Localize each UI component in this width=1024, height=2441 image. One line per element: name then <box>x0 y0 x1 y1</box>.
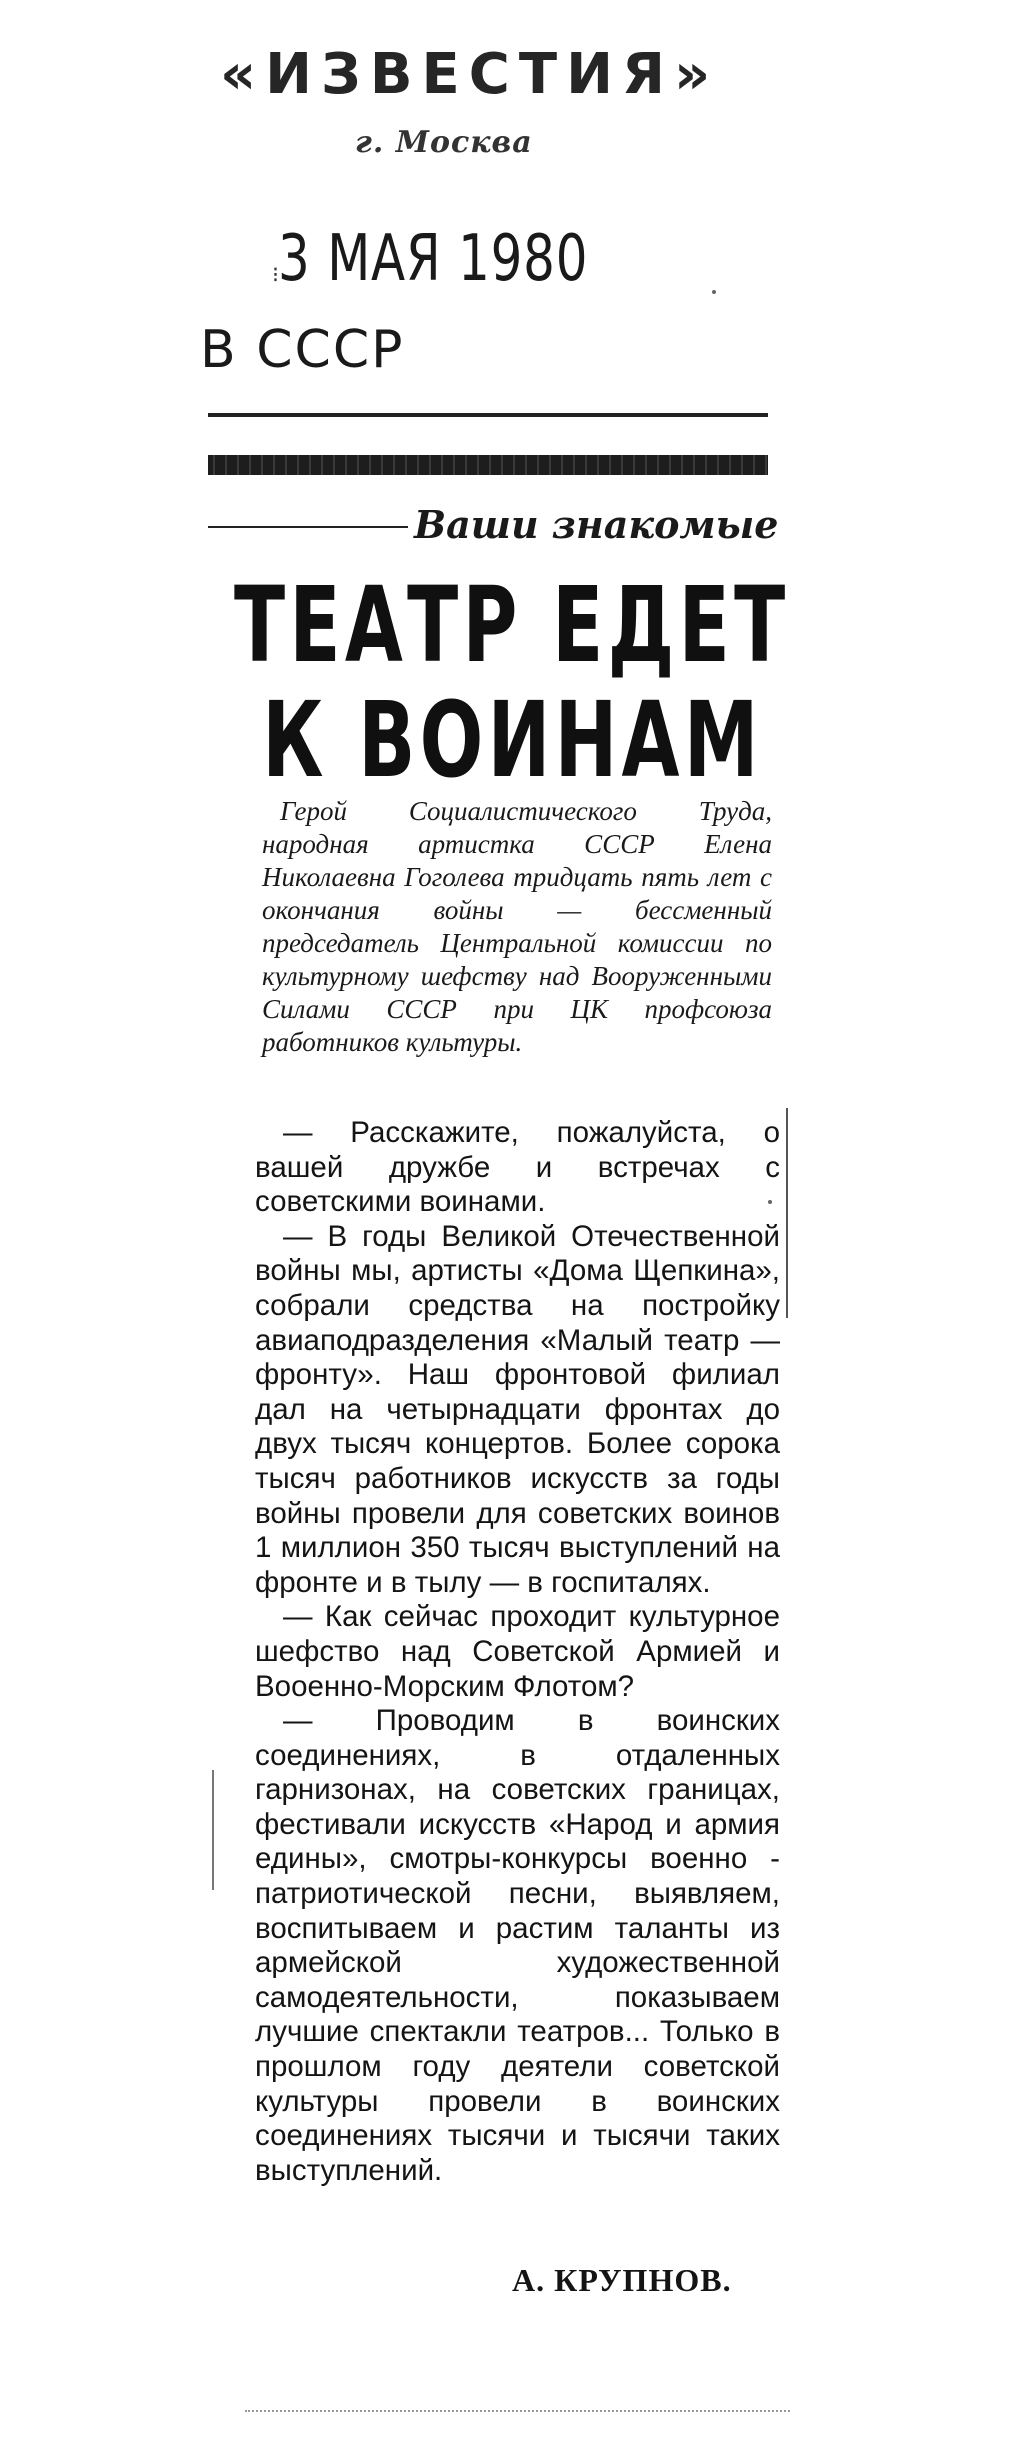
thick-divider <box>208 455 768 475</box>
headline-line-2-text: К ВОИНАМ <box>261 679 763 801</box>
author-signature: А. КРУПНОВ. <box>512 2262 732 2298</box>
article-body <box>255 1116 780 2188</box>
date-stamp: 3 МАЯ 1980 <box>278 222 589 296</box>
paragraph-question-2: — Как сейчас проходит культурное шефство над Советской Армией и Вооенно-Морским Флотом? <box>255 1600 780 1703</box>
article-kicker: Ваши знакомые <box>414 502 779 547</box>
date-stamp-mark: ⁝ <box>272 262 279 287</box>
kicker-rule <box>208 526 408 528</box>
paragraph-answer-2: — Проводим в воинских соединениях, в отдаленных гарнизонах, на советских границах, фестивали искусств «Народ и армия едины», смотры-конкурсы военно - патриотической песни, выявляем, воспитываем и растим таланты из армейской художественной самодеятельности, показываем лучшие спектакли театров... Только в прошлом году деятели советской культуры провели в воинских соединениях тысячи и тысячи таких выступлений. <box>255 1704 780 2187</box>
article-lead: Герой Социалистического Труда, народная артистка СССР Елена Николаевна Гоголева тридцать пять лет с окончания войны — бессменный председатель Центральной комиссии по культурному шефству над Вооруженными Силами СССР при ЦК профсоюза работников культуры. <box>262 796 772 1057</box>
paragraph-answer-1: — В годы Великой Отечественной войны мы, артисты «Дома Щепкина», собрали средства на постройку авиаподразделения «Малый театр — фронту». Наш фронтовой филиал дал на четырнадцати фронтах до двух тысяч концертов. Более сорока тысяч работников искусств за годы войны провели для советских воинов 1 миллион 350 тысяч выступлений на фронте и в тылу — в госпиталях. <box>255 1219 780 1599</box>
headline-line-1-text: ТЕАТР ЕДЕТ <box>234 564 790 686</box>
thin-divider <box>208 413 768 417</box>
city-stamp: г. Москва <box>355 125 533 160</box>
paragraph-question-1: — Расскажите, пожалуйста, о вашей дружбе и встречах с советскими воинами. <box>255 1116 780 1219</box>
column-rule-left <box>212 1770 214 1890</box>
headline-line-1 <box>0 564 1024 686</box>
headline-line-2 <box>0 679 1024 801</box>
paper-speck <box>768 1200 772 1204</box>
paper-speck <box>712 290 716 294</box>
section-rubric: В СССР <box>200 320 405 380</box>
column-rule <box>786 1108 788 1318</box>
newspaper-name-stamp: «ИЗВЕСТИЯ» <box>220 42 720 107</box>
bottom-dotted-edge <box>245 2410 790 2412</box>
